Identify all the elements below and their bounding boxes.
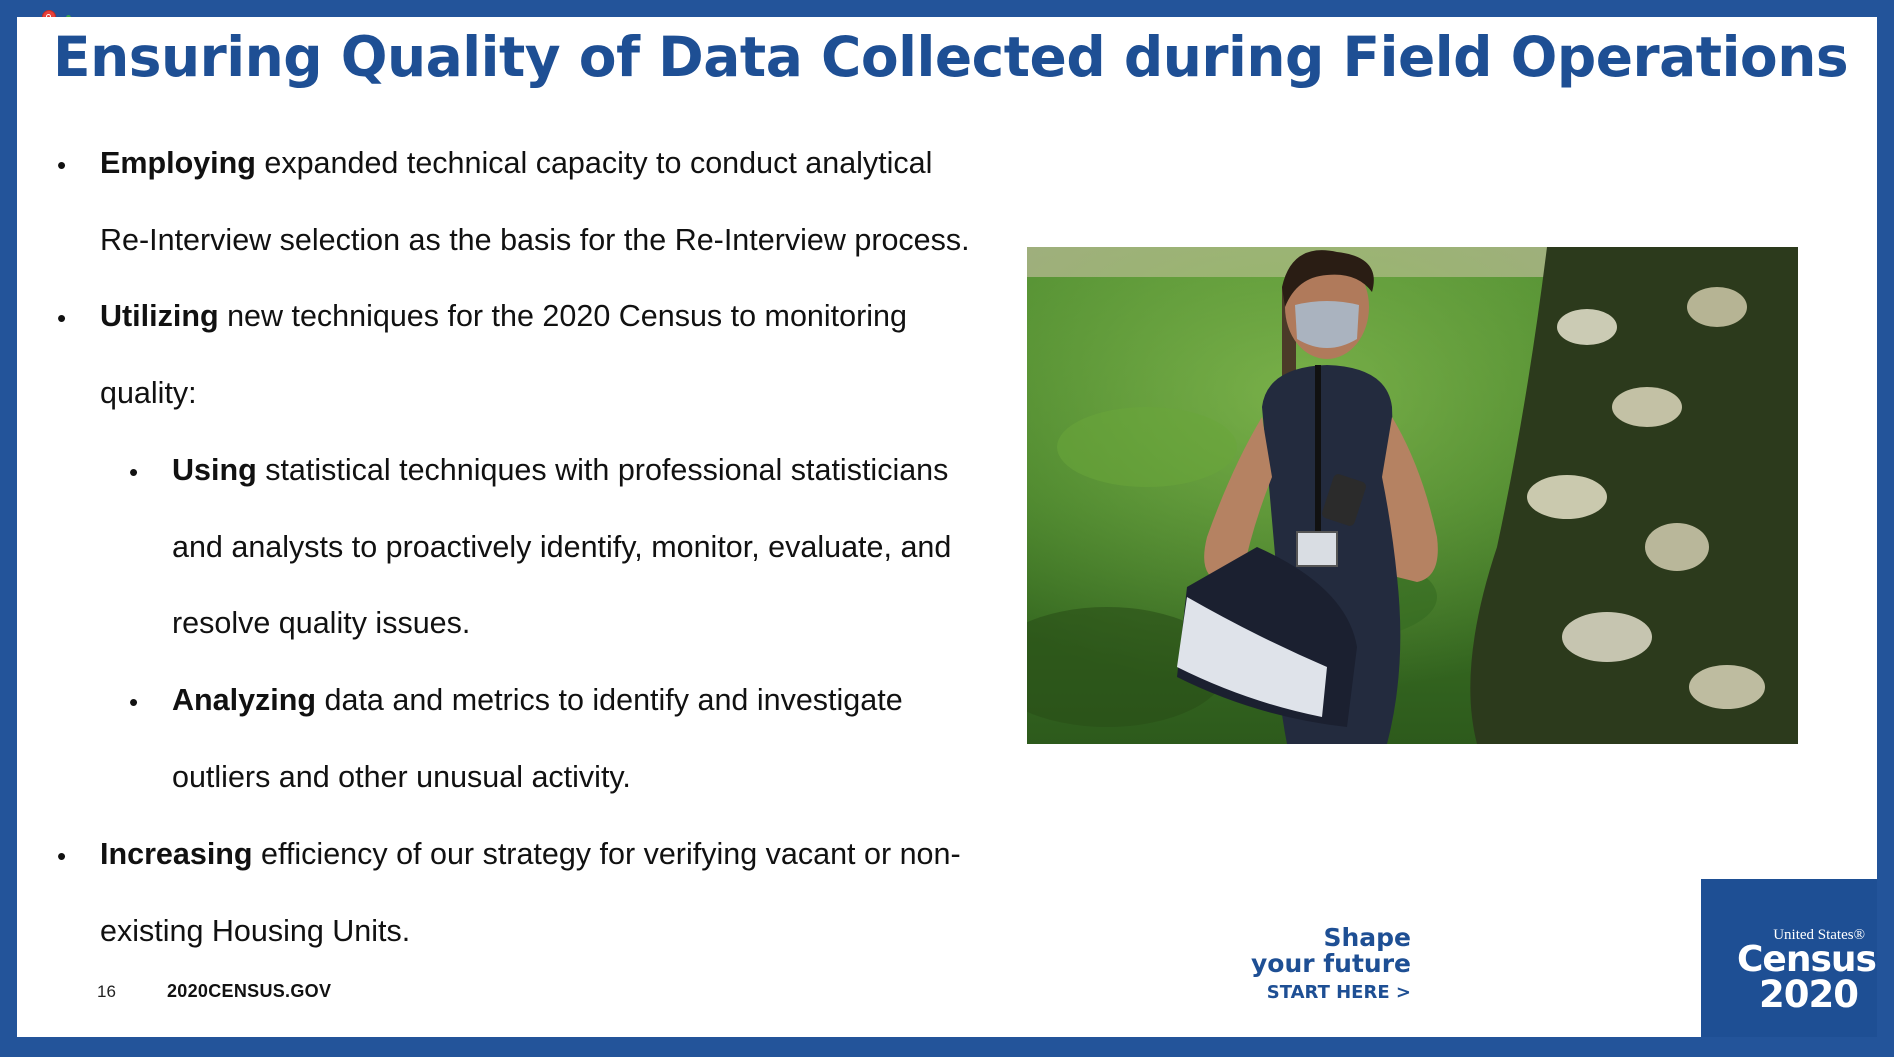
tagline-line1: Shape (1323, 923, 1411, 952)
photo-illustration (1027, 247, 1798, 744)
bullet-text: efficiency of our strategy for verifying vacant or non- (252, 837, 961, 871)
slide-title: Ensuring Quality of Data Collected during Field Operations (53, 25, 1849, 89)
bullet-text: data and metrics to identify and investigate (316, 683, 903, 717)
bullet-text: expanded technical capacity to conduct analytical (255, 146, 933, 180)
bullet-text: quality: (100, 376, 197, 410)
bullet-line (100, 299, 907, 334)
start-here-link[interactable]: START HERE > (1266, 981, 1411, 1003)
bullet-text: existing Housing Units. (100, 914, 411, 948)
bullet-line (100, 376, 197, 411)
bullet-text: Re-Interview selection as the basis for the Re-Interview process. (100, 223, 970, 257)
logo-census: Census (1737, 939, 1876, 980)
bullet-lead: Increasing (100, 837, 253, 871)
tagline (1251, 925, 1411, 1002)
logo-year: 2020 (1759, 973, 1858, 1016)
bullet-line (100, 146, 932, 181)
photo-census-worker (1027, 247, 1798, 744)
sub-bullet-icon: • (129, 457, 139, 487)
census-2020-logo (1701, 879, 1877, 1037)
bullet-icon: • (57, 150, 67, 180)
bullet-list (17, 17, 1037, 977)
sub-bullet-line (172, 760, 631, 795)
bullet-text: and analysts to proactively identify, monitor, evaluate, and (172, 530, 952, 564)
bullet-lead: Using (172, 453, 257, 487)
bullet-text: resolve quality issues. (172, 606, 471, 640)
footer-url: 2020CENSUS.GOV (167, 981, 332, 1001)
sub-bullet-line (172, 530, 951, 565)
tagline-line2: your future (1250, 949, 1411, 979)
bullet-text: outliers and other unusual activity. (172, 760, 631, 794)
bullet-icon: • (57, 841, 67, 871)
bullet-lead: Employing (100, 146, 256, 180)
logo-united-states: United States® (1773, 927, 1865, 943)
bullet-line (100, 837, 961, 872)
page-number: 16 (97, 982, 116, 1001)
bullet-text: statistical techniques with professional statisticians (256, 453, 949, 487)
sub-bullet-icon: • (129, 687, 139, 717)
sub-bullet-line (172, 683, 903, 718)
sub-bullet-line (172, 606, 470, 641)
slide (17, 17, 1877, 1037)
bullet-lead: Utilizing (100, 299, 219, 333)
sub-bullet-line (172, 453, 948, 488)
bullet-line (100, 914, 410, 949)
bullet-lead: Analyzing (172, 683, 317, 717)
bullet-line (100, 223, 970, 258)
bullet-icon: • (57, 303, 67, 333)
bullet-text: new techniques for the 2020 Census to monitoring (218, 299, 907, 333)
